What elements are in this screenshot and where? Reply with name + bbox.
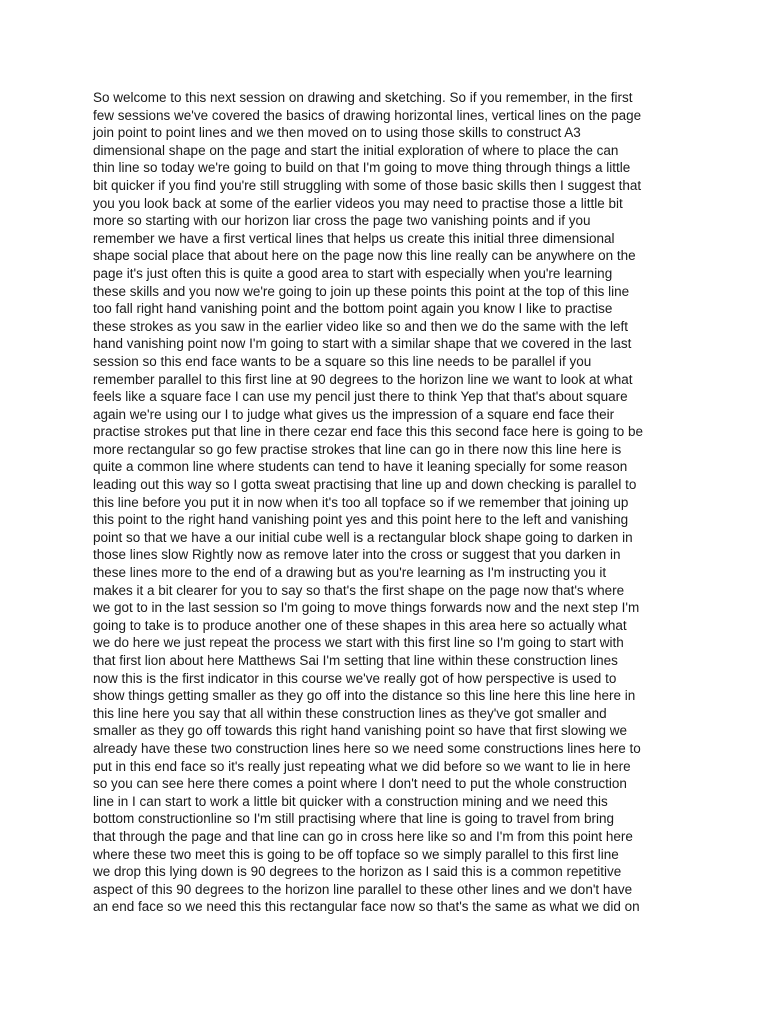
text-line: these lines more to the end of a drawing but as you're learning as I'm instructing you it xyxy=(93,565,607,581)
text-line: so you can see here there comes a point where I don't need to put the whole construction xyxy=(93,776,627,792)
text-line: feels like a square face I can use my pencil just there to think Yep that that's about square xyxy=(93,389,628,405)
text-line: that first lion about here Matthews Sai I'm setting that line within these construction lines xyxy=(93,653,618,668)
text-line: put in this end face so it's really just repeating what we did before so we want to lie in here xyxy=(93,758,631,774)
text-line: you you look back at some of the earlier videos you may need to practise those a little bit xyxy=(93,195,623,211)
document-body xyxy=(93,89,677,916)
text-line: practise strokes put that line in there cezar end face this this second face here is going to be xyxy=(93,424,644,440)
text-line: those lines slow Rightly now as remove later into the cross or suggest that you darken in xyxy=(93,547,621,563)
text-line: thin line so today we're going to build on that I'm going to move thing through things a little xyxy=(93,160,631,176)
text-line: hand vanishing point now I'm going to start with a similar shape that we covered in the last xyxy=(93,336,632,352)
text-line: going to take is to produce another one of these shapes in this area here so actually what xyxy=(93,617,627,633)
text-line: point so that we have a our initial cube well is a rectangular block shape going to darken in xyxy=(93,529,633,545)
text-line: already have these two construction lines here so we need some constructions lines here to xyxy=(93,740,641,756)
text-line: So welcome to this next session on drawing and sketching. So if you remember, in the first xyxy=(93,90,633,105)
text-line: this point to the right hand vanishing point yes and this point here to the left and vanishing xyxy=(93,512,629,528)
text-line: shape social place that about here on the page now this line really can be anywhere on the xyxy=(93,248,636,264)
text-line: show things getting smaller as they go off into the distance so this line here this line here in xyxy=(93,688,636,704)
text-line: remember we have a first vertical lines that helps us create this initial three dimensional xyxy=(93,230,615,246)
text-line: few sessions we've covered the basics of drawing horizontal lines, vertical lines on the page xyxy=(93,107,642,123)
text-line: page it's just often this is quite a good area to start with especially when you're learning xyxy=(93,265,613,281)
text-line: an end face so we need this this rectangular face now so that's the same as what we did on xyxy=(93,899,640,915)
text-line: these strokes as you saw in the earlier video like so and then we do the same with the left xyxy=(93,318,629,334)
text-line: makes it a bit clearer for you to say so that's the first shape on the page now that's where xyxy=(93,582,625,598)
text-line: this line before you put it in now when it's too all topface so if we remember that joining up xyxy=(93,494,629,510)
text-line: dimensional shape on the page and start the initial exploration of where to place the can xyxy=(93,142,619,158)
text-line: this line here you say that all within these construction lines as they've got smaller and xyxy=(93,705,607,721)
text-line: quite a common line where students can tend to have it leaning specially for some reason xyxy=(93,459,628,475)
text-line: join point to point lines and we then moved on to using those skills to construct A3 xyxy=(93,125,581,141)
text-line: session so this end face wants to be a square so this line needs to be parallel if you xyxy=(93,353,592,369)
text-line: more so starting with our horizon liar cross the page two vanishing points and if you xyxy=(93,213,591,229)
text-line: that through the page and that line can go in cross here like so and I'm from this point here xyxy=(93,828,633,844)
text-line: remember parallel to this first line at 90 degrees to the horizon line we want to look at what xyxy=(93,371,633,387)
text-line: more rectangular so go few practise strokes that line can go in there now this line here is xyxy=(93,441,622,457)
text-line: leading out this way so I gotta sweat practising that line up and down checking is parallel to xyxy=(93,477,637,493)
text-line: bit quicker if you find you're still struggling with some of those basic skills then I suggest that xyxy=(93,177,642,193)
text-line: we do here we just repeat the process we start with this first line so I'm going to start with xyxy=(93,635,624,651)
text-line: again we're using our I to judge what gives us the impression of a square end face their xyxy=(93,406,615,422)
text-line: bottom constructionline so I'm still practising where that line is going to travel from bring xyxy=(93,811,615,827)
text-line: too fall right hand vanishing point and the bottom point again you know I like to practise xyxy=(93,301,613,317)
text-line: we drop this lying down is 90 degrees to the horizon as I said this is a common repetitive xyxy=(93,864,622,880)
text-line: smaller as they go off towards this right hand vanishing point so have that first slowing we xyxy=(93,723,628,739)
text-line: line in I can start to work a little bit quicker with a construction mining and we need this xyxy=(93,793,608,809)
text-line: we got to in the last session so I'm going to move things forwards now and the next step I'm xyxy=(93,600,640,616)
text-line: now this is the first indicator in this course we've really got of how perspective is used to xyxy=(93,670,617,686)
text-line: aspect of this 90 degrees to the horizon line parallel to these other lines and we don't have xyxy=(93,881,633,897)
text-line: these skills and you now we're going to join up these points this point at the top of this line xyxy=(93,283,630,299)
text-line: where these two meet this is going to be off topface so we simply parallel to this first line xyxy=(93,846,619,862)
